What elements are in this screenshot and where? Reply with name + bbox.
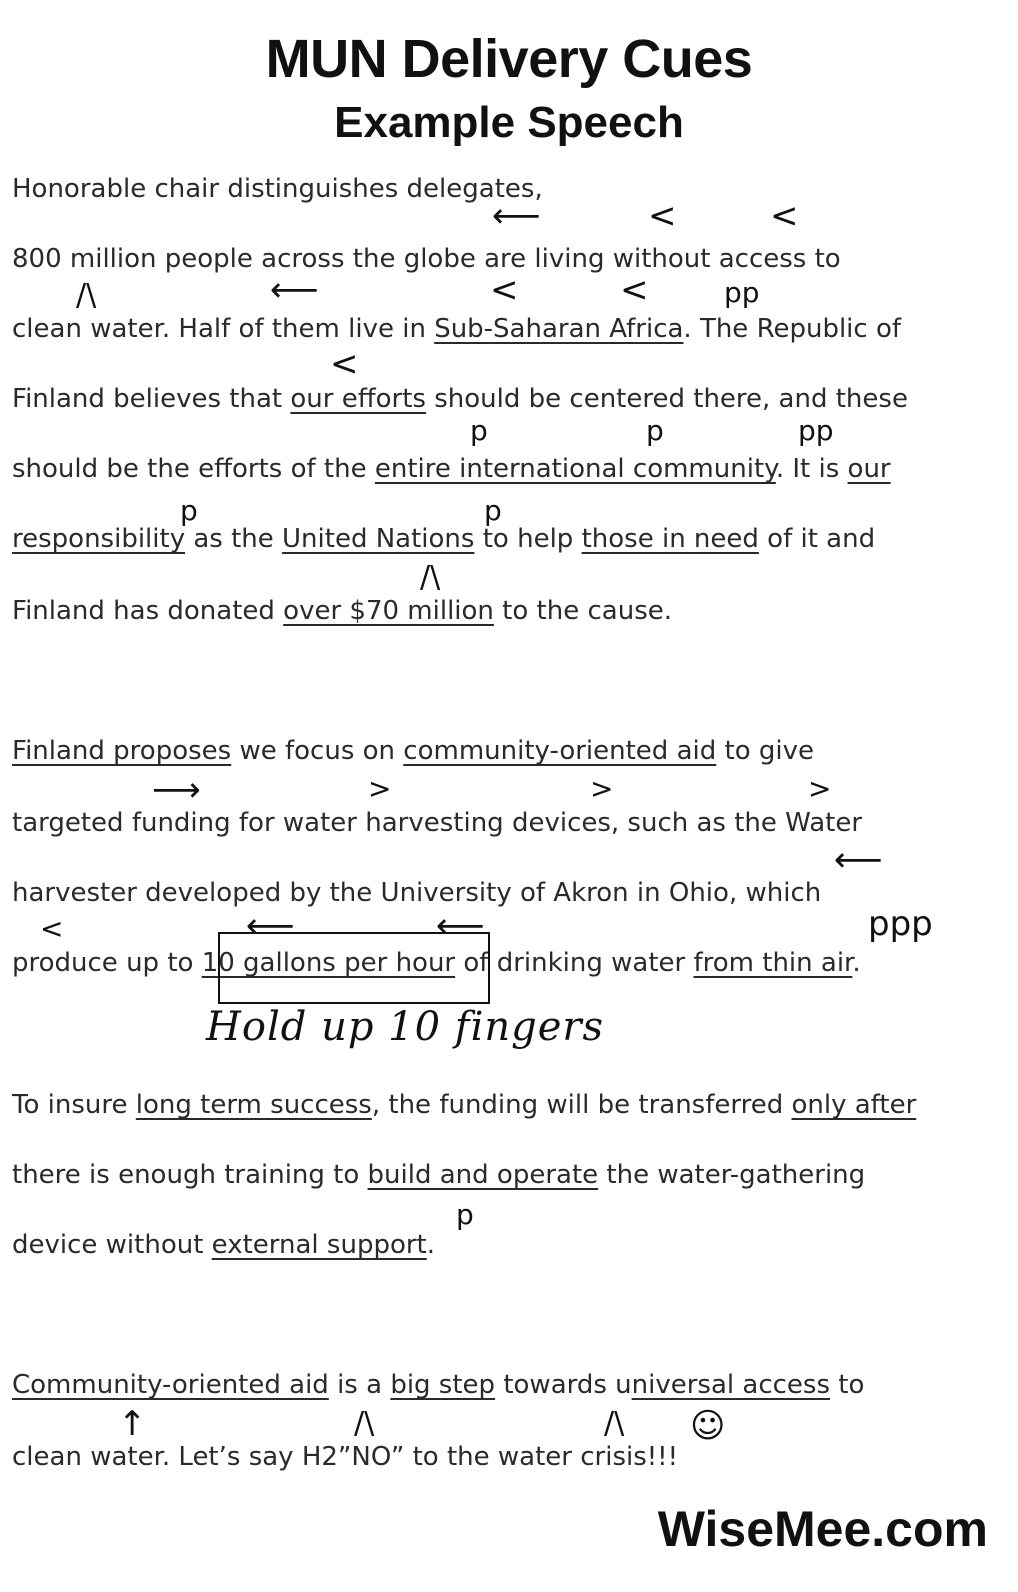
- speech-line: 800 million people across the globe are living without access to: [12, 244, 841, 274]
- slow-down-arrow-cue: ⟵: [834, 840, 883, 880]
- softer-cue: >: [590, 772, 614, 805]
- speed-up-arrow-cue: ⟶: [152, 770, 201, 810]
- speech-line: there is enough training to build and operate the water-gathering: [12, 1160, 866, 1190]
- page-subtitle: Example Speech: [334, 98, 684, 147]
- louder-cue: <: [770, 196, 799, 236]
- pause-cue: p: [180, 494, 198, 527]
- speech-line: targeted funding for water harvesting devices, such as the Water: [12, 808, 863, 838]
- emphasis-caret-cue: /\: [420, 560, 441, 595]
- page-title: MUN Delivery Cues: [265, 29, 753, 89]
- double-pause-cue: pp: [798, 414, 834, 447]
- louder-cue: <: [648, 196, 677, 236]
- softer-cue: >: [368, 772, 392, 805]
- slow-down-arrow-cue: ⟵: [270, 270, 319, 310]
- louder-cue: <: [330, 344, 359, 384]
- emphasis-caret-cue: /\: [354, 1406, 375, 1441]
- speech-line: device without external support.: [12, 1230, 436, 1260]
- gesture-annotation: Hold up 10 fingers: [206, 1004, 605, 1050]
- smiley-icon: ☺: [690, 1406, 726, 1446]
- slow-down-arrow-cue: ⟵: [436, 906, 485, 946]
- pause-cue: p: [470, 414, 488, 447]
- speech-line: Finland proposes we focus on community-oriented aid to give: [12, 736, 814, 766]
- speech-line: Honorable chair distinguishes delegates,: [12, 174, 543, 204]
- speech-line: Finland believes that our efforts should be centered there, and these: [12, 384, 908, 414]
- softer-cue: >: [808, 772, 832, 805]
- emphasis-caret-cue: /\: [76, 278, 97, 313]
- louder-cue: <: [490, 270, 519, 310]
- speech-line: clean water. Half of them live in Sub-Saharan Africa. The Republic of: [12, 314, 902, 344]
- brand-logo: WiseMee.com: [657, 1501, 988, 1557]
- louder-cue: <: [620, 270, 649, 310]
- speech-line: Community-oriented aid is a big step towards universal access to: [12, 1370, 865, 1400]
- speech-line: To insure long term success, the funding will be transferred only after: [12, 1090, 917, 1120]
- pause-cue: p: [484, 494, 502, 527]
- speech-line: responsibility as the United Nations to help those in need of it and: [12, 524, 876, 554]
- speech-line: produce up to 10 gallons per hour of drinking water from thin air.: [12, 948, 861, 978]
- slow-down-arrow-cue: ⟵: [492, 196, 541, 236]
- speech-line: Finland has donated over $70 million to the cause.: [12, 596, 672, 626]
- pause-cue: p: [456, 1198, 474, 1231]
- louder-cue: <: [40, 912, 64, 945]
- pause-cue: p: [646, 414, 664, 447]
- speech-line: harvester developed by the University of Akron in Ohio, which: [12, 878, 822, 908]
- slow-down-arrow-cue: ⟵: [246, 906, 295, 946]
- gesture-highlight-box: [218, 932, 490, 1004]
- speech-line: should be the efforts of the entire international community. It is our: [12, 454, 891, 484]
- up-arrow-cue: ↑: [118, 1404, 147, 1444]
- double-pause-cue: pp: [724, 276, 760, 309]
- triple-pause-cue: ppp: [868, 904, 933, 944]
- emphasis-caret-cue: /\: [604, 1406, 625, 1441]
- speech-line: clean water. Let’s say H2”NO” to the water crisis!!!: [12, 1442, 679, 1472]
